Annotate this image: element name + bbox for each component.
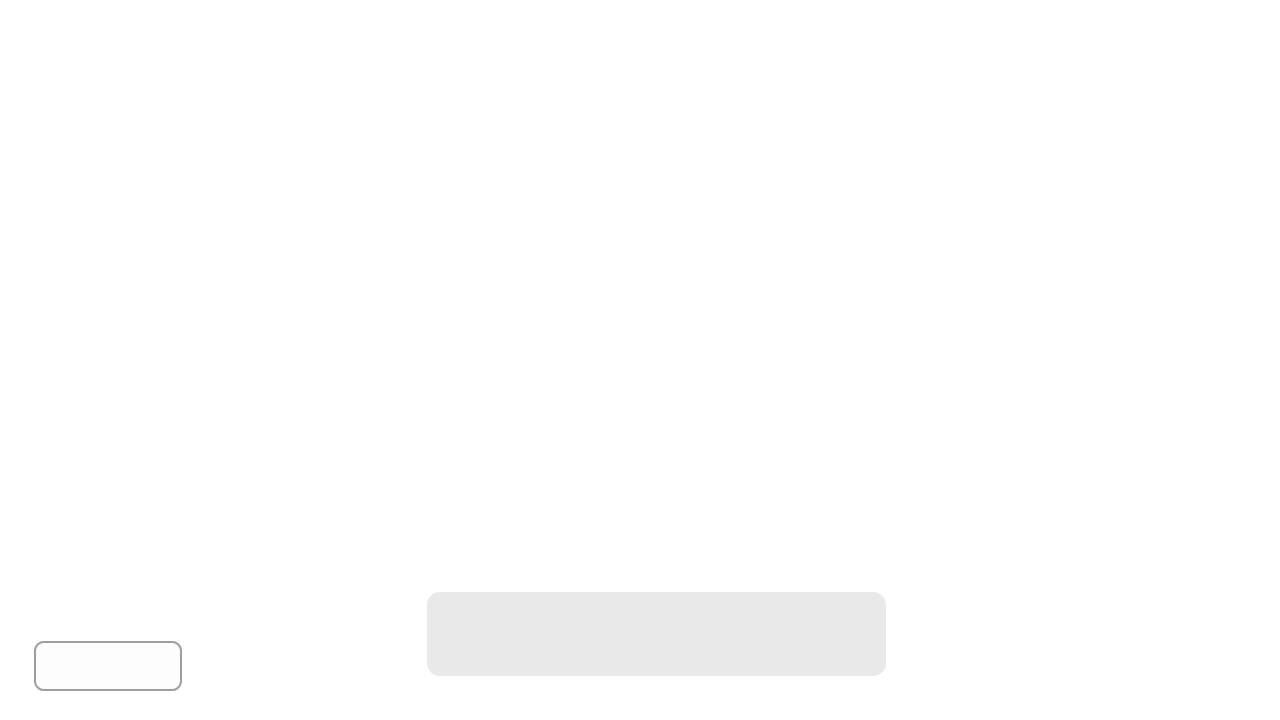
bar-chart bbox=[390, 107, 916, 348]
step-badge bbox=[34, 641, 182, 691]
index-row bbox=[390, 362, 916, 390]
explanation-step2-box bbox=[427, 592, 886, 676]
